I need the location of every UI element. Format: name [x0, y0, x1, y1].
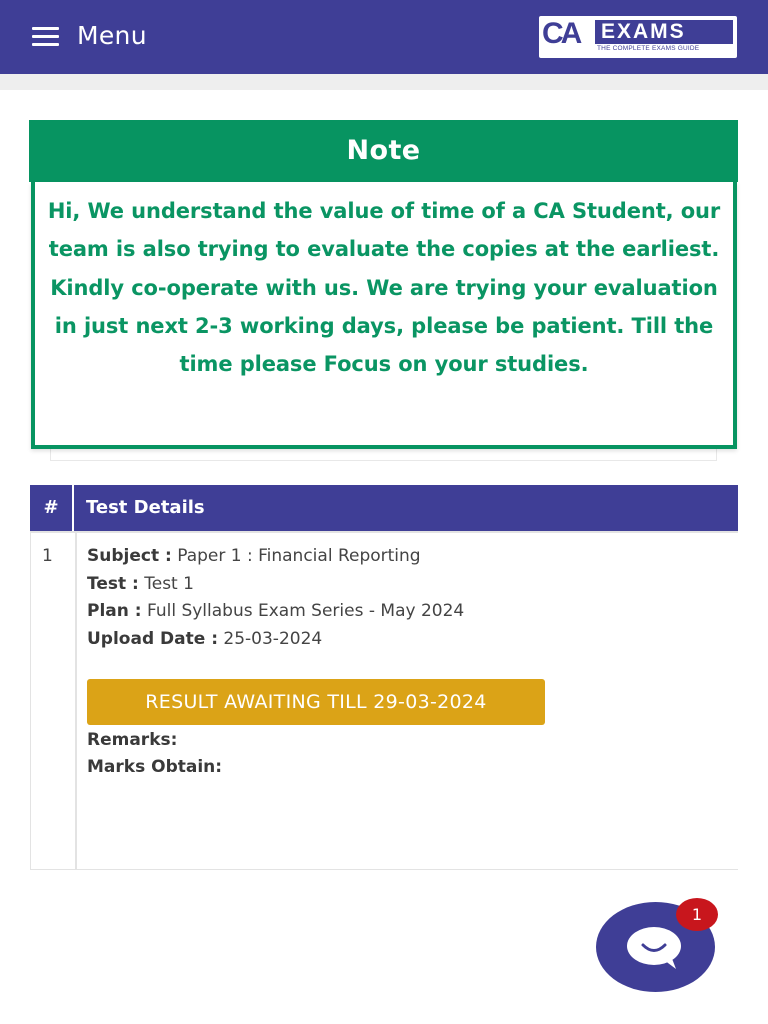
- row-number: 1: [42, 546, 53, 566]
- plan-value: Full Syllabus Exam Series - May 2024: [146, 601, 465, 621]
- marks-obtain-line: [87, 757, 222, 777]
- hamburger-menu-icon[interactable]: [32, 27, 59, 46]
- remarks-label: Remarks:: [87, 730, 178, 750]
- note-title: Note: [29, 120, 738, 182]
- test-line: [87, 574, 194, 594]
- menu-label[interactable]: Menu: [77, 21, 147, 50]
- column-header-number: #: [30, 485, 74, 531]
- column-header-test-details: Test Details: [86, 497, 205, 518]
- header-divider: [0, 74, 768, 90]
- upload-date-line: [87, 629, 322, 649]
- table-row: [30, 531, 738, 870]
- upload-date-label: Upload Date :: [87, 629, 218, 649]
- note-message: Hi, We understand the value of time of a CA Student, our team is also trying to evaluate the copies at the earliest. Kindly co-operate with us. We are trying your evaluation in just next 2-3 working days, please be patient. Till the time please Focus on your studies.: [31, 182, 737, 449]
- result-awaiting-button[interactable]: RESULT AWAITING TILL 29-03-2024: [87, 679, 545, 725]
- logo-tagline: THE COMPLETE EXAMS GUIDE: [597, 45, 700, 52]
- ca-exams-logo[interactable]: [539, 16, 737, 58]
- subject-value: Paper 1 : Financial Reporting: [177, 546, 421, 566]
- notification-badge: 1: [676, 898, 718, 931]
- table-header: [30, 485, 738, 531]
- logo-ca-text: CA: [542, 17, 580, 50]
- subject-line: [87, 546, 421, 566]
- logo-exams-text: EXAMS: [595, 20, 733, 44]
- test-value: Test 1: [144, 574, 194, 594]
- plan-line: [87, 601, 464, 621]
- column-divider: [75, 533, 77, 870]
- remarks-line: [87, 730, 177, 750]
- subject-label: Subject :: [87, 546, 172, 566]
- upload-date-value: 25-03-2024: [223, 629, 323, 649]
- top-navbar: [0, 0, 768, 74]
- chat-bubble-icon: [626, 926, 682, 970]
- marks-obtain-label: Marks Obtain:: [87, 757, 223, 777]
- test-label: Test :: [87, 574, 139, 594]
- plan-label: Plan :: [87, 601, 142, 621]
